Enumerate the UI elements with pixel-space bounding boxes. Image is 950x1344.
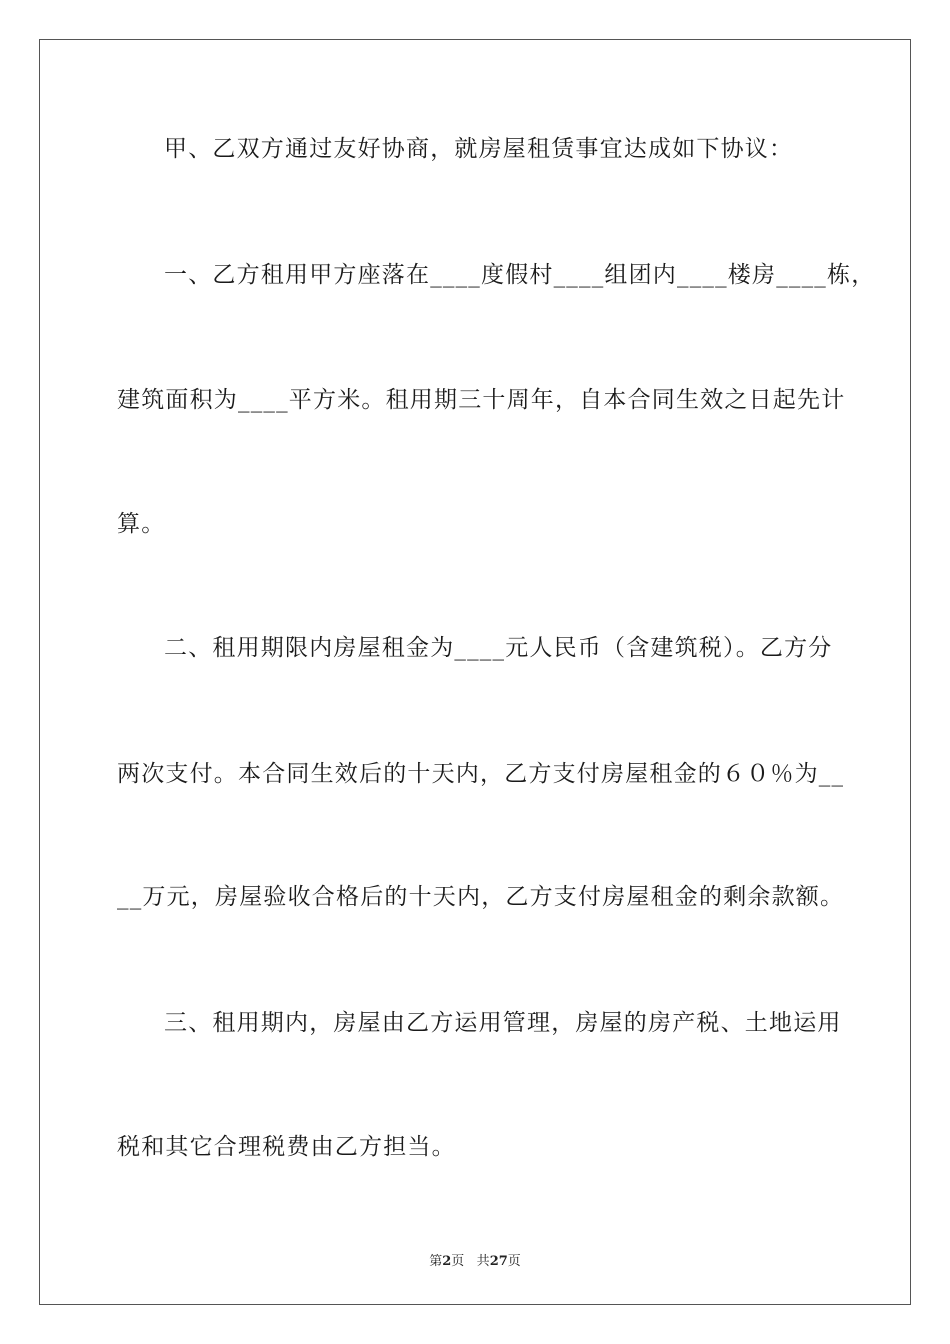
clause-3-line-2: 税和其它合理税费由乙方担当。 xyxy=(117,1134,456,1160)
clause-2-line-2: 两次支付。本合同生效后的十天内，乙方支付房屋租金的６０％为__ xyxy=(117,761,845,787)
clause-2-line-3: __万元，房屋验收合格后的十天内，乙方支付房屋租金的剩余款额。 xyxy=(117,884,845,910)
page-frame xyxy=(39,39,911,1305)
footer-page-prefix: 第 xyxy=(429,1254,443,1269)
footer-total-suffix: 页 xyxy=(507,1254,521,1269)
footer-page-suffix: 页 xyxy=(451,1254,465,1269)
clause-3-line-1: 三、租用期内，房屋由乙方运用管理，房屋的房产税、土地运用 xyxy=(164,1010,842,1036)
paragraph-intro: 甲、乙双方通过友好协商，就房屋租赁事宜达成如下协议： xyxy=(164,136,794,162)
footer-page-total: 27 xyxy=(489,1254,508,1269)
page-footer xyxy=(0,1250,950,1269)
clause-1-line-3: 算。 xyxy=(117,511,166,537)
clause-1-line-2: 建筑面积为____平方米。租用期三十周年，自本合同生效之日起先计 xyxy=(117,387,846,413)
clause-1-line-1: 一、乙方租用甲方座落在____度假村____组团内____楼房____栋， xyxy=(164,262,876,288)
clause-2-line-1: 二、租用期限内房屋租金为____元人民币（含建筑税）。乙方分 xyxy=(164,635,833,661)
footer-total-prefix: 共 xyxy=(476,1254,490,1269)
footer-page-current: 2 xyxy=(442,1254,452,1269)
